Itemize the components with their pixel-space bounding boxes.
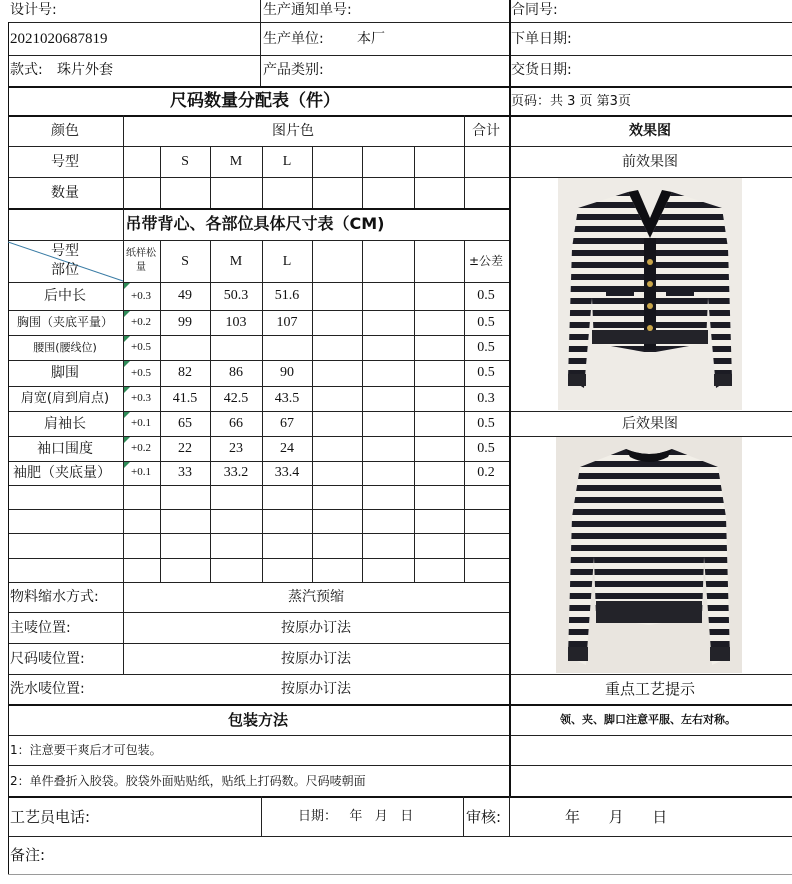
front-jacket-icon: [558, 178, 742, 410]
size-s-value: 41.5: [172, 391, 198, 406]
grid-line: [509, 411, 792, 412]
shrink-label: 纸样松: [126, 248, 156, 259]
grid-line: [8, 22, 792, 23]
shrink-value: +0.3: [131, 290, 151, 302]
grid-line: [8, 282, 509, 283]
design-no-value: 2021020687819: [10, 31, 108, 47]
grid-line: [261, 796, 262, 836]
tolerance-label: ±公差: [468, 254, 504, 268]
order-date-label: 下单日期:: [511, 31, 572, 47]
size-l-value: 43.5: [274, 391, 300, 406]
grid-line: [8, 643, 509, 644]
tolerance-value: 0.5: [477, 416, 495, 431]
size-s-value: 82: [178, 365, 192, 380]
grid-line: [463, 796, 464, 836]
grid-line: [210, 146, 211, 208]
size-l-value: 90: [280, 365, 294, 380]
size-m-value: 23: [229, 441, 243, 456]
grid-line: [8, 436, 509, 437]
size-m-value: 50.3: [223, 288, 249, 303]
size-l: L: [282, 154, 292, 169]
front-effect-image: [558, 178, 742, 410]
grid-line: [8, 146, 792, 147]
size-l-value: 107: [276, 315, 298, 330]
cell-marker: [124, 462, 130, 468]
grid-line: [8, 411, 509, 412]
grid-line: [312, 240, 313, 582]
remark-label: 备注:: [10, 846, 46, 864]
total-label: 合计: [472, 123, 500, 139]
cell-marker: [124, 437, 130, 443]
packing-note-1: 1：注意要干爽后才可包装。: [10, 743, 162, 757]
shrink-value: +0.2: [131, 316, 151, 328]
grid-line: [160, 240, 161, 582]
style-value: 珠片外套: [57, 62, 113, 78]
grid-line: [210, 240, 211, 582]
wash-label-position-label: 洗水唛位置:: [10, 681, 85, 697]
part-label: 胸围（夹底平量）: [16, 315, 114, 329]
grid-line: [123, 115, 124, 674]
review-label: 审核:: [466, 808, 502, 826]
grid-line: [8, 115, 792, 117]
main-label-position-value: 按原办订法: [281, 620, 351, 636]
size-label-position-label: 尺码唛位置:: [10, 651, 85, 667]
back-jacket-icon: [556, 437, 742, 673]
size-s-value: 65: [178, 416, 192, 431]
qty-label: 数量: [51, 185, 79, 201]
grid-line: [8, 582, 509, 583]
grid-line: [509, 796, 510, 836]
grid-line: [8, 735, 792, 736]
delivery-date-label: 交货日期:: [511, 62, 572, 78]
production-unit-label: 生产单位:: [263, 31, 324, 47]
grid-line: [8, 836, 792, 837]
size-l-value: 24: [280, 441, 294, 456]
size-m-value: 86: [229, 365, 243, 380]
grid-line: [509, 0, 511, 796]
size-label: 号型: [51, 154, 79, 170]
size-l-value: 67: [280, 416, 294, 431]
size-m-value: 42.5: [223, 391, 249, 406]
corner-part-label: 部位: [51, 262, 79, 278]
tolerance-value: 0.5: [477, 340, 495, 355]
grid-line: [8, 765, 792, 766]
style-label: 款式:: [10, 62, 43, 78]
wash-label-position-value: 按原办订法: [281, 681, 351, 697]
date-label: 日期： 年 月 日: [298, 809, 414, 824]
grid-line: [160, 146, 161, 208]
tolerance-value: 0.5: [477, 288, 495, 303]
grid-line: [8, 360, 509, 361]
cell-marker: [124, 311, 130, 317]
part-label: 袖口围度: [37, 441, 93, 457]
page-info: 页码：共 3 页 第3页: [511, 94, 631, 109]
grid-line: [464, 240, 465, 582]
size-label-position-value: 按原办订法: [281, 651, 351, 667]
size-l-value: 33.4: [274, 465, 300, 480]
grid-line: [8, 86, 792, 88]
grid-line: [8, 612, 509, 613]
craftsman-phone-label: 工艺员电话:: [10, 808, 91, 826]
grid-line: [8, 874, 792, 875]
packing-note-2: 2：单件叠折入胶袋。胶袋外面贴贴纸，贴纸上打码数。尺码唛朝面: [10, 774, 366, 788]
grid-line: [414, 146, 415, 208]
packing-title: 包装方法: [227, 711, 289, 729]
back-effect-label: 后效果图: [622, 416, 678, 432]
grid-line: [8, 461, 509, 462]
grid-line: [8, 558, 509, 559]
grid-line: [262, 240, 263, 582]
part-label: 腰围(腰线位): [33, 341, 97, 354]
size-s-value: 49: [178, 288, 192, 303]
shrink-value: +0.1: [131, 466, 151, 478]
shrink-value: +0.3: [131, 392, 151, 404]
size-m: M: [229, 154, 243, 169]
size-l-value: 51.6: [274, 288, 300, 303]
main-label-position-label: 主唛位置:: [10, 620, 71, 636]
front-effect-label: 前效果图: [622, 154, 678, 170]
measure-table-title: 吊带背心、各部位具体尺寸表（CM): [125, 214, 385, 233]
shrink-value: +0.2: [131, 442, 151, 454]
grid-line: [312, 146, 313, 208]
part-label: 肩宽(肩到肩点): [20, 391, 110, 406]
tolerance-value: 0.2: [477, 465, 495, 480]
review-date: 年 月 日: [565, 808, 668, 826]
shrink-value: +0.5: [131, 367, 151, 379]
measure-size-s: S: [181, 254, 189, 269]
grid-line: [8, 335, 509, 336]
grid-line: [8, 310, 509, 311]
process-title: 重点工艺提示: [604, 680, 696, 698]
size-m-value: 33.2: [223, 465, 249, 480]
part-label: 袖肥（夹底量）: [13, 465, 111, 481]
shrink-method-value: 蒸汽预缩: [288, 589, 344, 605]
grid-line: [8, 796, 792, 798]
contract-no-label: 合同号:: [511, 2, 558, 18]
grid-line: [8, 533, 509, 534]
category-label: 产品类别:: [263, 62, 324, 78]
part-label: 肩袖长: [44, 416, 86, 432]
tolerance-value: 0.5: [477, 365, 495, 380]
back-effect-image: [556, 437, 742, 673]
shrink-value: +0.1: [131, 417, 151, 429]
effect-title: 效果图: [629, 123, 671, 139]
grid-line: [362, 146, 363, 208]
grid-line: [262, 146, 263, 208]
qty-table-title: 尺码数量分配表（件）: [170, 91, 340, 111]
tolerance-value: 0.3: [477, 391, 495, 406]
cell-marker: [124, 336, 130, 342]
grid-line: [8, 55, 792, 56]
grid-line: [414, 240, 415, 582]
shrink-value: +0.5: [131, 341, 151, 353]
cell-marker: [124, 387, 130, 393]
size-s-value: 33: [178, 465, 192, 480]
part-label: 后中长: [44, 288, 86, 304]
size-m-value: 66: [229, 416, 243, 431]
cell-marker: [124, 283, 130, 289]
measure-size-m: M: [229, 254, 243, 269]
shrink-label-2: 量: [136, 262, 146, 273]
grid-line: [8, 674, 792, 675]
size-s: S: [181, 154, 189, 169]
notice-no-label: 生产通知单号:: [263, 2, 352, 18]
grid-line: [8, 22, 9, 874]
grid-line: [8, 485, 509, 486]
process-note: 领、夹、脚口注意平服、左右对称。: [560, 713, 736, 726]
grid-line: [8, 208, 509, 210]
color-label: 颜色: [51, 123, 79, 139]
grid-line: [260, 0, 261, 86]
grid-line: [362, 240, 363, 582]
grid-line: [8, 704, 792, 706]
cell-marker: [124, 361, 130, 367]
tolerance-value: 0.5: [477, 441, 495, 456]
color-value: 图片色: [272, 123, 314, 139]
cell-marker: [124, 412, 130, 418]
shrink-method-label: 物料缩水方式:: [10, 589, 99, 605]
production-unit-value: 本厂: [357, 31, 385, 47]
tolerance-value: 0.5: [477, 315, 495, 330]
size-s-value: 99: [178, 315, 192, 330]
grid-line: [8, 509, 509, 510]
grid-line: [464, 115, 465, 208]
size-s-value: 22: [178, 441, 192, 456]
size-m-value: 103: [225, 315, 247, 330]
measure-size-l: L: [282, 254, 292, 269]
corner-size-label: 号型: [51, 243, 79, 259]
design-no-label: 设计号:: [10, 2, 57, 18]
grid-line: [8, 386, 509, 387]
part-label: 脚围: [51, 365, 79, 381]
